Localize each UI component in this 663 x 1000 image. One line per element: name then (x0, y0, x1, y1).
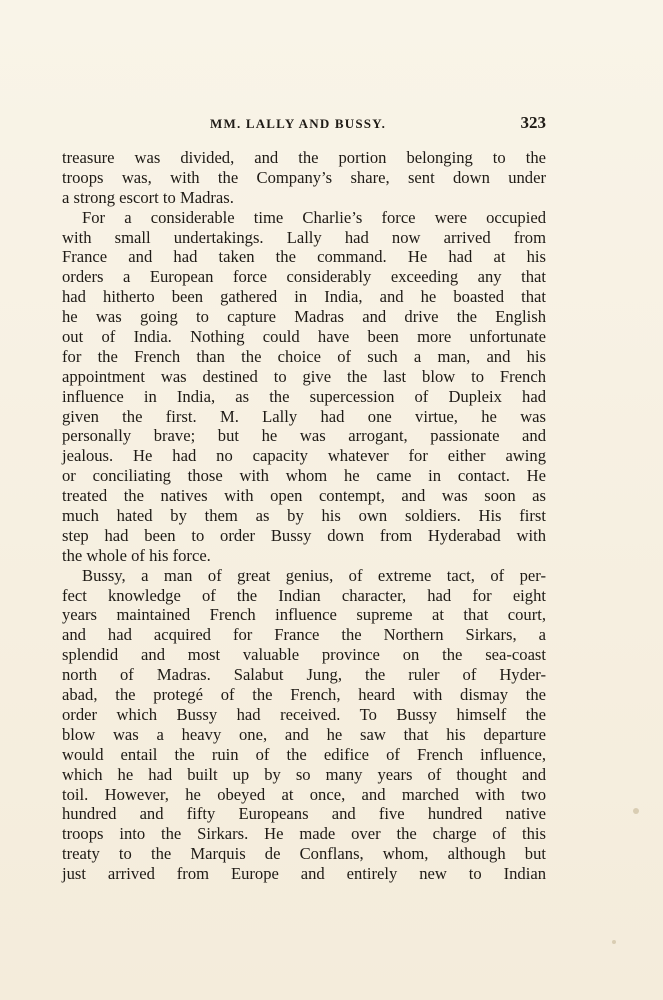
text-line: treaty to the Marquis de Conflans, whom, although but (62, 844, 546, 864)
text-line: For a considerable time Charlie’s force were occupied (82, 207, 546, 227)
text-line: troops into the Sirkars. He made over the charge of this (62, 824, 546, 844)
text-line: he was going to capture Madras and drive the English (62, 307, 546, 327)
text-line: out of India. Nothing could have been more unfortunate (62, 327, 546, 347)
text-line: toil. However, he obeyed at once, and marched with two (62, 784, 546, 804)
paper-speck (633, 808, 639, 814)
text-line: treasure was divided, and the portion belonging to the (62, 148, 546, 167)
body-text (62, 148, 546, 884)
text-line: jealous. He had no capacity whatever for either awing (62, 446, 546, 466)
text-line: order which Bussy had received. To Bussy himself the (62, 704, 546, 724)
text-line: treated the natives with open contempt, and was soon as (62, 486, 546, 506)
text-line: orders a European force considerably exceeding any that (62, 267, 546, 287)
text-line: blow was a heavy one, and he saw that his departure (62, 724, 546, 744)
text-line: Bussy, a man of great genius, of extreme tact, of per- (82, 565, 546, 585)
text-line: step had been to order Bussy down from Hyderabad with (62, 525, 546, 545)
text-line: and had acquired for France the Northern Sirkars, a (62, 625, 546, 645)
text-line: years maintained French influence supreme at that court, (62, 605, 546, 625)
text-line: given the first. M. Lally had one virtue, he was (62, 406, 546, 426)
text-line: a strong escort to Madras. (62, 187, 234, 207)
text-line: north of Madras. Salabut Jung, the ruler of Hyder- (62, 665, 546, 685)
text-line: just arrived from Europe and entirely new to Indian (62, 864, 546, 884)
page-number: 323 (520, 113, 546, 132)
text-line: for the French than the choice of such a man, and his (62, 346, 546, 366)
text-line: hundred and fifty Europeans and five hundred native (62, 804, 546, 824)
text-line: influence in India, as the supercession of Dupleix had (62, 386, 546, 406)
text-line: appointment was destined to give the last blow to French (62, 366, 546, 386)
text-line: had hitherto been gathered in India, and he boasted that (62, 287, 546, 307)
text-line: splendid and most valuable province on the sea-coast (62, 645, 546, 665)
text-line: fect knowledge of the Indian character, had for eight (62, 585, 546, 605)
paper-speck (612, 940, 616, 944)
text-line: with small undertakings. Lally had now arrived from (62, 227, 546, 247)
text-line: would entail the ruin of the edifice of French influence, (62, 744, 546, 764)
text-line: which he had built up by so many years of thought and (62, 764, 546, 784)
text-line: troops was, with the Company’s share, sent down under (62, 167, 546, 187)
text-line: or conciliating those with whom he came in contact. He (62, 466, 546, 486)
text-line: the whole of his force. (62, 545, 211, 565)
text-line: much hated by them as by his own soldiers. His first (62, 506, 546, 526)
running-head: MM. LALLY AND BUSSY. (210, 116, 387, 131)
text-line: France and had taken the command. He had at his (62, 247, 546, 267)
page-header (62, 113, 546, 135)
text-line: personally brave; but he was arrogant, passionate and (62, 426, 546, 446)
text-line: abad, the protegé of the French, heard with dismay the (62, 685, 546, 705)
